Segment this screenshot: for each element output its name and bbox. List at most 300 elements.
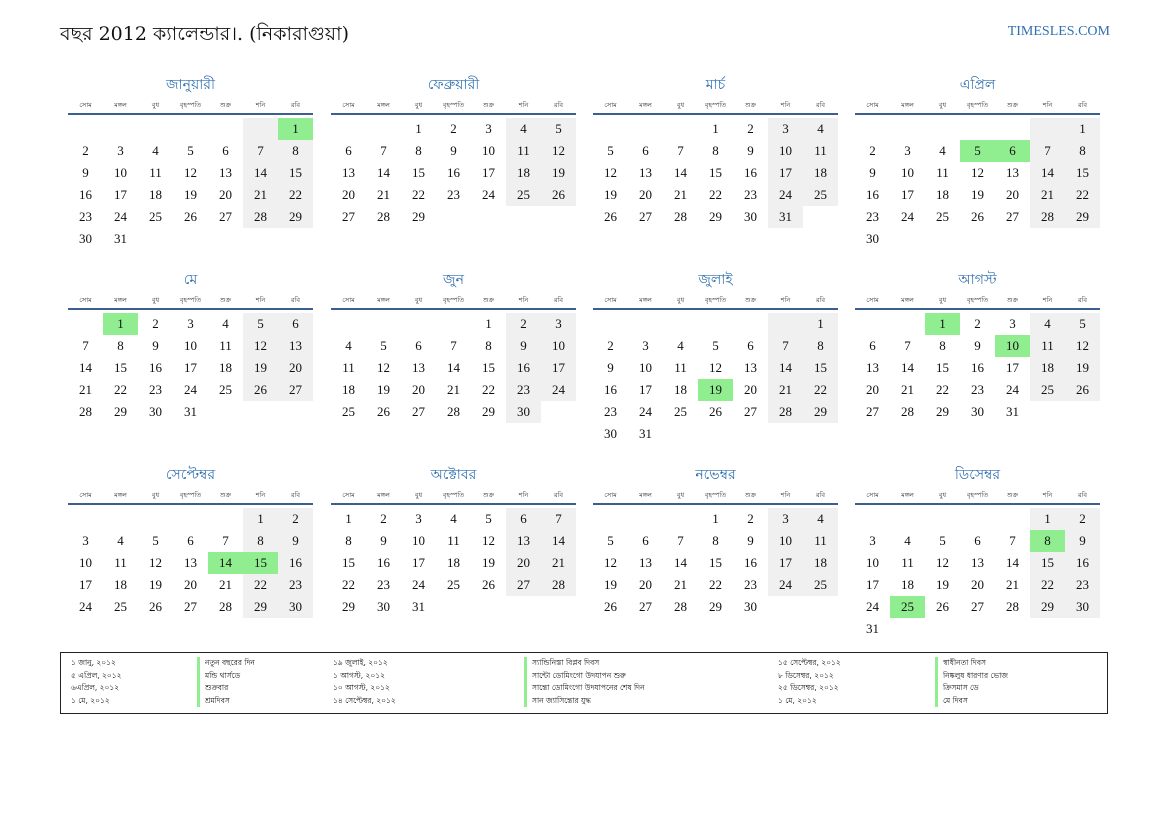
day-cell[interactable]: 11 <box>114 555 127 570</box>
day-cell[interactable]: 28 <box>79 404 92 419</box>
day-cell[interactable]: 13 <box>971 555 984 570</box>
day-cell[interactable]: 25 <box>1030 379 1065 401</box>
day-cell[interactable]: 5 <box>485 511 492 526</box>
day-cell[interactable]: 20 <box>342 187 355 202</box>
day-cell[interactable]: 12 <box>243 335 278 357</box>
day-cell[interactable]: 1 <box>1030 508 1065 530</box>
day-cell[interactable]: 26 <box>243 379 278 401</box>
day-cell[interactable]: 16 <box>79 187 92 202</box>
day-cell[interactable]: 29 <box>342 599 355 614</box>
day-cell[interactable]: 30 <box>377 599 390 614</box>
day-cell[interactable]: 12 <box>184 165 197 180</box>
day-cell[interactable]: 8 <box>415 143 422 158</box>
day-cell[interactable]: 4 <box>904 533 911 548</box>
day-cell[interactable]: 27 <box>342 209 355 224</box>
day-cell[interactable]: 13 <box>219 165 232 180</box>
day-cell[interactable]: 7 <box>541 508 576 530</box>
day-cell[interactable]: 22 <box>482 382 495 397</box>
day-cell[interactable]: 15 <box>114 360 127 375</box>
day-cell[interactable]: 29 <box>412 209 425 224</box>
day-cell[interactable]: 13 <box>639 165 652 180</box>
day-cell[interactable]: 19 <box>604 187 617 202</box>
day-cell[interactable]: 28 <box>1006 599 1019 614</box>
day-cell[interactable]: 10 <box>114 165 127 180</box>
day-cell[interactable]: 30 <box>149 404 162 419</box>
day-cell[interactable]: 23 <box>1065 574 1100 596</box>
day-cell[interactable]: 31 <box>1006 404 1019 419</box>
day-cell[interactable]: 22 <box>803 379 838 401</box>
day-cell[interactable]: 17 <box>1006 360 1019 375</box>
day-cell[interactable]: 16 <box>447 165 460 180</box>
day-cell[interactable]: 24 <box>114 209 127 224</box>
day-cell[interactable]: 27 <box>639 599 652 614</box>
day-cell[interactable]: 20 <box>184 577 197 592</box>
day-cell[interactable]: 19 <box>184 187 197 202</box>
day-cell[interactable]: 13 <box>278 335 313 357</box>
day-cell[interactable]: 17 <box>768 552 803 574</box>
day-cell[interactable]: 25 <box>149 209 162 224</box>
day-cell[interactable]: 23 <box>377 577 390 592</box>
day-cell[interactable]: 6 <box>642 143 649 158</box>
day-cell[interactable]: 26 <box>149 599 162 614</box>
day-cell[interactable]: 22 <box>709 187 722 202</box>
day-cell[interactable]: 24 <box>482 187 495 202</box>
day-cell[interactable]: 19 <box>541 162 576 184</box>
day-cell[interactable]: 31 <box>768 206 803 228</box>
day-cell[interactable]: 9 <box>1065 530 1100 552</box>
day-cell[interactable]: 7 <box>380 143 387 158</box>
day-cell[interactable]: 5 <box>152 533 159 548</box>
day-cell[interactable]: 19 <box>971 187 984 202</box>
day-cell[interactable]: 6 <box>187 533 194 548</box>
holiday-day-cell[interactable]: 14 <box>208 552 243 574</box>
day-cell[interactable]: 18 <box>901 577 914 592</box>
day-cell[interactable]: 2 <box>869 143 876 158</box>
day-cell[interactable]: 8 <box>485 338 492 353</box>
day-cell[interactable]: 11 <box>149 165 162 180</box>
day-cell[interactable]: 18 <box>1030 357 1065 379</box>
day-cell[interactable]: 17 <box>79 577 92 592</box>
day-cell[interactable]: 10 <box>901 165 914 180</box>
day-cell[interactable]: 5 <box>380 338 387 353</box>
day-cell[interactable]: 13 <box>866 360 879 375</box>
day-cell[interactable]: 24 <box>768 184 803 206</box>
day-cell[interactable]: 22 <box>278 184 313 206</box>
day-cell[interactable]: 3 <box>768 118 803 140</box>
day-cell[interactable]: 7 <box>768 335 803 357</box>
day-cell[interactable]: 22 <box>342 577 355 592</box>
day-cell[interactable]: 29 <box>709 209 722 224</box>
day-cell[interactable]: 18 <box>114 577 127 592</box>
day-cell[interactable]: 11 <box>936 165 949 180</box>
day-cell[interactable]: 24 <box>866 599 879 614</box>
day-cell[interactable]: 20 <box>278 357 313 379</box>
day-cell[interactable]: 28 <box>674 209 687 224</box>
day-cell[interactable]: 7 <box>904 338 911 353</box>
day-cell[interactable]: 4 <box>152 143 159 158</box>
day-cell[interactable]: 14 <box>1006 555 1019 570</box>
day-cell[interactable]: 21 <box>901 382 914 397</box>
day-cell[interactable]: 21 <box>674 577 687 592</box>
day-cell[interactable]: 11 <box>342 360 355 375</box>
day-cell[interactable]: 15 <box>1065 162 1100 184</box>
day-cell[interactable]: 20 <box>506 552 541 574</box>
day-cell[interactable]: 23 <box>971 382 984 397</box>
day-cell[interactable]: 4 <box>1030 313 1065 335</box>
day-cell[interactable]: 8 <box>712 143 719 158</box>
day-cell[interactable]: 14 <box>901 360 914 375</box>
day-cell[interactable]: 9 <box>747 143 754 158</box>
day-cell[interactable]: 7 <box>82 338 89 353</box>
day-cell[interactable]: 6 <box>506 508 541 530</box>
day-cell[interactable]: 6 <box>278 313 313 335</box>
holiday-day-cell[interactable]: 8 <box>1030 530 1065 552</box>
day-cell[interactable]: 3 <box>904 143 911 158</box>
day-cell[interactable]: 25 <box>936 209 949 224</box>
day-cell[interactable]: 29 <box>936 404 949 419</box>
day-cell[interactable]: 29 <box>482 404 495 419</box>
day-cell[interactable]: 22 <box>114 382 127 397</box>
day-cell[interactable]: 10 <box>541 335 576 357</box>
day-cell[interactable]: 30 <box>744 209 757 224</box>
day-cell[interactable]: 12 <box>604 165 617 180</box>
day-cell[interactable]: 24 <box>1006 382 1019 397</box>
day-cell[interactable]: 28 <box>243 206 278 228</box>
day-cell[interactable]: 25 <box>803 574 838 596</box>
day-cell[interactable]: 5 <box>1065 313 1100 335</box>
day-cell[interactable]: 30 <box>278 596 313 618</box>
day-cell[interactable]: 3 <box>869 533 876 548</box>
day-cell[interactable]: 4 <box>506 118 541 140</box>
day-cell[interactable]: 31 <box>412 599 425 614</box>
day-cell[interactable]: 30 <box>1065 596 1100 618</box>
day-cell[interactable]: 31 <box>639 426 652 441</box>
day-cell[interactable]: 6 <box>974 533 981 548</box>
day-cell[interactable]: 16 <box>866 187 879 202</box>
day-cell[interactable]: 7 <box>243 140 278 162</box>
day-cell[interactable]: 6 <box>747 338 754 353</box>
day-cell[interactable]: 29 <box>114 404 127 419</box>
day-cell[interactable]: 29 <box>709 599 722 614</box>
day-cell[interactable]: 26 <box>1065 379 1100 401</box>
day-cell[interactable]: 19 <box>604 577 617 592</box>
day-cell[interactable]: 7 <box>677 533 684 548</box>
day-cell[interactable]: 8 <box>278 140 313 162</box>
day-cell[interactable]: 20 <box>1006 187 1019 202</box>
day-cell[interactable]: 3 <box>1009 316 1016 331</box>
day-cell[interactable]: 16 <box>1065 552 1100 574</box>
day-cell[interactable]: 5 <box>243 313 278 335</box>
day-cell[interactable]: 12 <box>936 555 949 570</box>
day-cell[interactable]: 9 <box>82 165 89 180</box>
day-cell[interactable]: 30 <box>79 231 92 246</box>
day-cell[interactable]: 27 <box>278 379 313 401</box>
day-cell[interactable]: 16 <box>971 360 984 375</box>
day-cell[interactable]: 18 <box>674 382 687 397</box>
day-cell[interactable]: 23 <box>506 379 541 401</box>
day-cell[interactable]: 26 <box>377 404 390 419</box>
day-cell[interactable]: 13 <box>412 360 425 375</box>
day-cell[interactable]: 6 <box>222 143 229 158</box>
day-cell[interactable]: 14 <box>1030 162 1065 184</box>
day-cell[interactable]: 18 <box>342 382 355 397</box>
day-cell[interactable]: 25 <box>219 382 232 397</box>
day-cell[interactable]: 3 <box>541 313 576 335</box>
day-cell[interactable]: 6 <box>642 533 649 548</box>
day-cell[interactable]: 17 <box>639 382 652 397</box>
day-cell[interactable]: 10 <box>184 338 197 353</box>
day-cell[interactable]: 14 <box>79 360 92 375</box>
day-cell[interactable]: 14 <box>447 360 460 375</box>
day-cell[interactable]: 17 <box>866 577 879 592</box>
day-cell[interactable]: 17 <box>184 360 197 375</box>
day-cell[interactable]: 24 <box>184 382 197 397</box>
day-cell[interactable]: 28 <box>219 599 232 614</box>
holiday-day-cell[interactable]: 15 <box>243 552 278 574</box>
day-cell[interactable]: 26 <box>184 209 197 224</box>
day-cell[interactable]: 20 <box>971 577 984 592</box>
day-cell[interactable]: 10 <box>482 143 495 158</box>
day-cell[interactable]: 1 <box>243 508 278 530</box>
day-cell[interactable]: 26 <box>604 599 617 614</box>
site-link[interactable]: TIMESLES.COM <box>1007 24 1110 39</box>
day-cell[interactable]: 1 <box>415 121 422 136</box>
day-cell[interactable]: 10 <box>768 140 803 162</box>
day-cell[interactable]: 23 <box>149 382 162 397</box>
day-cell[interactable]: 21 <box>79 382 92 397</box>
day-cell[interactable]: 21 <box>674 187 687 202</box>
day-cell[interactable]: 4 <box>117 533 124 548</box>
day-cell[interactable]: 27 <box>971 599 984 614</box>
day-cell[interactable]: 1 <box>345 511 352 526</box>
day-cell[interactable]: 7 <box>677 143 684 158</box>
day-cell[interactable]: 6 <box>415 338 422 353</box>
day-cell[interactable]: 21 <box>1030 184 1065 206</box>
day-cell[interactable]: 14 <box>768 357 803 379</box>
day-cell[interactable]: 14 <box>243 162 278 184</box>
day-cell[interactable]: 3 <box>187 316 194 331</box>
day-cell[interactable]: 28 <box>674 599 687 614</box>
day-cell[interactable]: 27 <box>219 209 232 224</box>
day-cell[interactable]: 30 <box>744 599 757 614</box>
day-cell[interactable]: 2 <box>450 121 457 136</box>
day-cell[interactable]: 11 <box>1030 335 1065 357</box>
day-cell[interactable]: 22 <box>412 187 425 202</box>
day-cell[interactable]: 6 <box>869 338 876 353</box>
day-cell[interactable]: 13 <box>184 555 197 570</box>
day-cell[interactable]: 24 <box>412 577 425 592</box>
day-cell[interactable]: 21 <box>768 379 803 401</box>
day-cell[interactable]: 28 <box>901 404 914 419</box>
day-cell[interactable]: 17 <box>901 187 914 202</box>
day-cell[interactable]: 7 <box>222 533 229 548</box>
day-cell[interactable]: 18 <box>149 187 162 202</box>
holiday-day-cell[interactable]: 25 <box>890 596 925 618</box>
day-cell[interactable]: 26 <box>709 404 722 419</box>
day-cell[interactable]: 20 <box>412 382 425 397</box>
day-cell[interactable]: 14 <box>377 165 390 180</box>
day-cell[interactable]: 19 <box>1065 357 1100 379</box>
day-cell[interactable]: 15 <box>709 555 722 570</box>
day-cell[interactable]: 21 <box>1006 577 1019 592</box>
day-cell[interactable]: 12 <box>149 555 162 570</box>
day-cell[interactable]: 26 <box>541 184 576 206</box>
day-cell[interactable]: 7 <box>1030 140 1065 162</box>
day-cell[interactable]: 27 <box>866 404 879 419</box>
day-cell[interactable]: 5 <box>607 143 614 158</box>
day-cell[interactable]: 9 <box>450 143 457 158</box>
day-cell[interactable]: 9 <box>607 360 614 375</box>
day-cell[interactable]: 14 <box>674 555 687 570</box>
day-cell[interactable]: 21 <box>219 577 232 592</box>
day-cell[interactable]: 9 <box>380 533 387 548</box>
day-cell[interactable]: 12 <box>541 140 576 162</box>
day-cell[interactable]: 28 <box>447 404 460 419</box>
day-cell[interactable]: 24 <box>79 599 92 614</box>
day-cell[interactable]: 19 <box>377 382 390 397</box>
day-cell[interactable]: 16 <box>604 382 617 397</box>
day-cell[interactable]: 21 <box>541 552 576 574</box>
day-cell[interactable]: 18 <box>803 162 838 184</box>
day-cell[interactable]: 28 <box>541 574 576 596</box>
day-cell[interactable]: 8 <box>1065 140 1100 162</box>
day-cell[interactable]: 7 <box>450 338 457 353</box>
day-cell[interactable]: 2 <box>82 143 89 158</box>
holiday-day-cell[interactable]: 19 <box>698 379 733 401</box>
day-cell[interactable]: 8 <box>712 533 719 548</box>
day-cell[interactable]: 3 <box>768 508 803 530</box>
day-cell[interactable]: 20 <box>219 187 232 202</box>
day-cell[interactable]: 10 <box>639 360 652 375</box>
day-cell[interactable]: 30 <box>866 231 879 246</box>
day-cell[interactable]: 18 <box>936 187 949 202</box>
day-cell[interactable]: 27 <box>412 404 425 419</box>
day-cell[interactable]: 18 <box>219 360 232 375</box>
day-cell[interactable]: 7 <box>1009 533 1016 548</box>
day-cell[interactable]: 4 <box>803 508 838 530</box>
day-cell[interactable]: 22 <box>1065 184 1100 206</box>
day-cell[interactable]: 2 <box>747 511 754 526</box>
day-cell[interactable]: 13 <box>1006 165 1019 180</box>
day-cell[interactable]: 2 <box>974 316 981 331</box>
day-cell[interactable]: 16 <box>744 555 757 570</box>
day-cell[interactable]: 11 <box>219 338 232 353</box>
day-cell[interactable]: 11 <box>674 360 687 375</box>
day-cell[interactable]: 4 <box>677 338 684 353</box>
day-cell[interactable]: 23 <box>744 187 757 202</box>
day-cell[interactable]: 19 <box>149 577 162 592</box>
day-cell[interactable]: 12 <box>482 533 495 548</box>
day-cell[interactable]: 13 <box>342 165 355 180</box>
day-cell[interactable]: 5 <box>541 118 576 140</box>
day-cell[interactable]: 16 <box>744 165 757 180</box>
day-cell[interactable]: 11 <box>901 555 914 570</box>
day-cell[interactable]: 9 <box>869 165 876 180</box>
day-cell[interactable]: 29 <box>803 401 838 423</box>
day-cell[interactable]: 18 <box>447 555 460 570</box>
day-cell[interactable]: 21 <box>447 382 460 397</box>
day-cell[interactable]: 3 <box>117 143 124 158</box>
holiday-day-cell[interactable]: 6 <box>995 140 1030 162</box>
day-cell[interactable]: 24 <box>901 209 914 224</box>
day-cell[interactable]: 4 <box>939 143 946 158</box>
day-cell[interactable]: 29 <box>278 206 313 228</box>
day-cell[interactable]: 14 <box>541 530 576 552</box>
day-cell[interactable]: 10 <box>412 533 425 548</box>
day-cell[interactable]: 3 <box>485 121 492 136</box>
day-cell[interactable]: 19 <box>936 577 949 592</box>
day-cell[interactable]: 22 <box>936 382 949 397</box>
day-cell[interactable]: 27 <box>744 404 757 419</box>
day-cell[interactable]: 18 <box>803 552 838 574</box>
day-cell[interactable]: 23 <box>278 574 313 596</box>
day-cell[interactable]: 25 <box>506 184 541 206</box>
day-cell[interactable]: 17 <box>768 162 803 184</box>
day-cell[interactable]: 4 <box>803 118 838 140</box>
day-cell[interactable]: 22 <box>243 574 278 596</box>
day-cell[interactable]: 21 <box>377 187 390 202</box>
day-cell[interactable]: 23 <box>744 577 757 592</box>
day-cell[interactable]: 18 <box>506 162 541 184</box>
day-cell[interactable]: 29 <box>1030 596 1065 618</box>
day-cell[interactable]: 26 <box>971 209 984 224</box>
day-cell[interactable]: 20 <box>639 187 652 202</box>
day-cell[interactable]: 5 <box>712 338 719 353</box>
day-cell[interactable]: 23 <box>604 404 617 419</box>
day-cell[interactable]: 5 <box>187 143 194 158</box>
day-cell[interactable]: 5 <box>939 533 946 548</box>
day-cell[interactable]: 2 <box>278 508 313 530</box>
day-cell[interactable]: 3 <box>642 338 649 353</box>
day-cell[interactable]: 22 <box>709 577 722 592</box>
day-cell[interactable]: 2 <box>747 121 754 136</box>
day-cell[interactable]: 2 <box>506 313 541 335</box>
day-cell[interactable]: 3 <box>415 511 422 526</box>
day-cell[interactable]: 14 <box>674 165 687 180</box>
day-cell[interactable]: 23 <box>79 209 92 224</box>
day-cell[interactable]: 8 <box>803 335 838 357</box>
day-cell[interactable]: 19 <box>482 555 495 570</box>
day-cell[interactable]: 17 <box>482 165 495 180</box>
day-cell[interactable]: 23 <box>447 187 460 202</box>
day-cell[interactable]: 15 <box>803 357 838 379</box>
day-cell[interactable]: 30 <box>971 404 984 419</box>
day-cell[interactable]: 8 <box>345 533 352 548</box>
day-cell[interactable]: 26 <box>936 599 949 614</box>
day-cell[interactable]: 4 <box>450 511 457 526</box>
day-cell[interactable]: 11 <box>803 530 838 552</box>
day-cell[interactable]: 12 <box>1065 335 1100 357</box>
day-cell[interactable]: 30 <box>506 401 541 423</box>
day-cell[interactable]: 2 <box>380 511 387 526</box>
day-cell[interactable]: 2 <box>1065 508 1100 530</box>
day-cell[interactable]: 1 <box>803 313 838 335</box>
day-cell[interactable]: 23 <box>866 209 879 224</box>
holiday-day-cell[interactable]: 10 <box>995 335 1030 357</box>
day-cell[interactable]: 17 <box>114 187 127 202</box>
holiday-day-cell[interactable]: 5 <box>960 140 995 162</box>
day-cell[interactable]: 26 <box>482 577 495 592</box>
day-cell[interactable]: 16 <box>506 357 541 379</box>
holiday-day-cell[interactable]: 1 <box>925 313 960 335</box>
day-cell[interactable]: 25 <box>114 599 127 614</box>
day-cell[interactable]: 2 <box>152 316 159 331</box>
day-cell[interactable]: 29 <box>1065 206 1100 228</box>
day-cell[interactable]: 11 <box>506 140 541 162</box>
day-cell[interactable]: 12 <box>604 555 617 570</box>
day-cell[interactable]: 28 <box>1030 206 1065 228</box>
day-cell[interactable]: 28 <box>377 209 390 224</box>
